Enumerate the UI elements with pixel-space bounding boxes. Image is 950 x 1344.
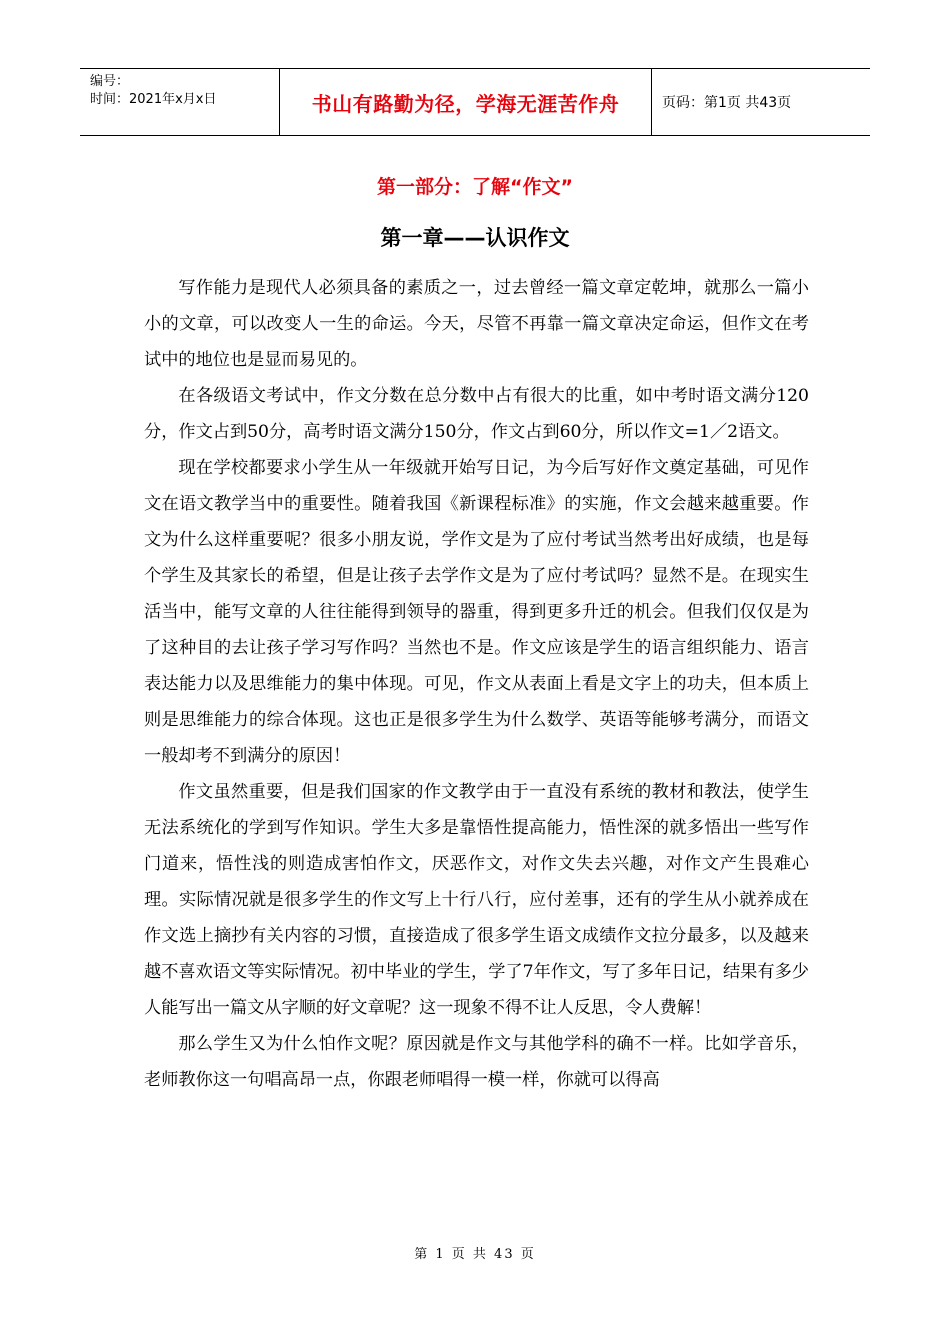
page-footer: 第 1 页 共 43 页	[414, 1247, 536, 1262]
paragraph: 那么学生又为什么怕作文呢？原因就是作文与其他学科的确不一样。比如学音乐，老师教你这一句唱高昂一点，你跟老师唱得一模一样，你就可以得高	[144, 1034, 809, 1090]
header-page-label: 页码：第1页 共43页	[662, 95, 792, 111]
chapter-title: 第一章——认识作文	[380, 226, 570, 250]
page-header	[80, 68, 870, 136]
date-label: 时间：2021年x月x日	[90, 92, 217, 107]
part-title: 第一部分：了解“作文”	[377, 176, 573, 198]
header-meta	[80, 69, 280, 135]
paragraph: 写作能力是现代人必须具备的素质之一，过去曾经一篇文章定乾坤，就那么一篇小小的文章，可以改变人一生的命运。今天，尽管不再靠一篇文章决定命运，但作文在考试中的地位也是显而易见的。	[144, 278, 809, 370]
header-motto: 书山有路勤为径，学海无涯苦作舟	[280, 69, 652, 135]
number-label: 编号：	[90, 74, 130, 89]
paragraph: 现在学校都要求小学生从一年级就开始写日记，为今后写好作文奠定基础，可见作文在语文教学当中的重要性。随着我国《新课程标准》的实施，作文会越来越重要。作文为什么这样重要呢？很多小朋友说，学作文是为了应付考试当然考出好成绩，也是每个学生及其家长的希望，但是让孩子去学作文是为了应付考试吗？显然不是。在现实生活当中，能写文章的人往往能得到领导的器重，得到更多升迁的机会。但我们仅仅是为了这种目的去让孩子学习写作吗？当然也不是。作文应该是学生的语言组织能力、语言表达能力以及思维能力的集中体现。可见，作文从表面上看是文字上的功夫，但本质上则是思维能力的综合体现。这也正是很多学生为什么数学、英语等能够考满分，而语文一般却考不到满分的原因！	[144, 458, 809, 766]
paragraph: 在各级语文考试中，作文分数在总分数中占有很大的比重，如中考时语文满分120分，作文占到50分，高考时语文满分150分，作文占到60分，所以作文=1／2语文。	[144, 386, 809, 442]
paragraph: 作文虽然重要，但是我们国家的作文教学由于一直没有系统的教材和教法，使学生无法系统化的学到写作知识。学生大多是靠悟性提高能力，悟性深的就多悟出一些写作门道来，悟性浅的则造成害怕作文，厌恶作文，对作文失去兴趣，对作文产生畏难心理。实际情况就是很多学生的作文写上十行八行，应付差事，还有的学生从小就养成在作文选上摘抄有关内容的习惯，直接造成了很多学生语文成绩作文拉分最多，以及越来越不喜欢语文等实际情况。初中毕业的学生，学了7年作文，写了多年日记，结果有多少人能写出一篇文从字顺的好文章呢？这一现象不得不让人反思，令人费解！	[144, 782, 809, 1018]
body-text	[144, 270, 809, 1098]
